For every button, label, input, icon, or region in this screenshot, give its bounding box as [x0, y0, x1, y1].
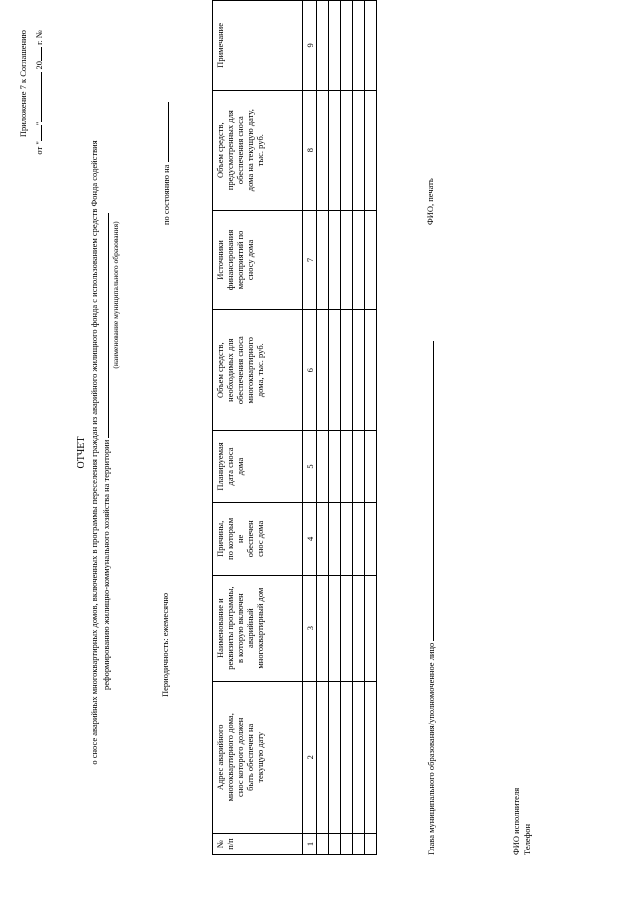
header-cell-reasons: Причины, по которым не обеспечен снос дома: [213, 502, 303, 575]
table-cell: [353, 834, 365, 855]
table-cell: [329, 502, 341, 575]
appendix-from-quote: ": [34, 121, 44, 126]
report-title: ОТЧЕТ: [76, 436, 87, 469]
head-signature-label: Глава муниципального образования/уполномоченное лицо: [426, 642, 436, 855]
signature-blank: [425, 341, 434, 641]
table-cell: [353, 210, 365, 310]
table-cell: [365, 502, 377, 575]
table-cell: [317, 90, 329, 210]
appendix-date-line: [33, 30, 44, 155]
periodicity-label: Периодичность: ежемесячно: [160, 592, 170, 697]
table-cell: [353, 575, 365, 681]
table-cell: [317, 1, 329, 91]
column-number-row: [303, 1, 317, 855]
table-cell: [329, 1, 341, 91]
column-number-cell: 9: [303, 1, 317, 91]
report-table-body: [213, 1, 377, 855]
table-cell: [341, 834, 353, 855]
table-row: [353, 1, 365, 855]
table-cell: [329, 310, 341, 431]
table-cell: [365, 681, 377, 834]
table-cell: [341, 575, 353, 681]
municipality-caption: (наименование муниципального образования): [111, 221, 120, 369]
executor-fio-label: ФИО исполнителя: [511, 787, 521, 855]
year-blank: [33, 47, 42, 61]
table-cell: [353, 431, 365, 503]
header-cell-required-funds: Объем средств, необходимых для обеспечения сноса многоквартирного дома, тыс. руб.: [213, 310, 303, 431]
executor-phone-label: Телефон: [522, 823, 532, 855]
table-cell: [329, 681, 341, 834]
column-number-cell: 4: [303, 502, 317, 575]
table-cell: [365, 834, 377, 855]
table-cell: [353, 1, 365, 91]
table-cell: [317, 431, 329, 503]
table-cell: [365, 90, 377, 210]
table-cell: [365, 310, 377, 431]
report-subject-line-2: [100, 213, 111, 690]
table-cell: [353, 681, 365, 834]
table-cell: [317, 310, 329, 431]
table-cell: [317, 575, 329, 681]
fio-seal-label: ФИО, печать: [425, 178, 435, 225]
header-cell-planned-date: Планируемая дата сноса дома: [213, 431, 303, 503]
table-cell: [353, 310, 365, 431]
table-cell: [341, 90, 353, 210]
header-cell-program: Наименование и реквизиты программы, в которую включен аварийный многоквартирный дом: [213, 575, 303, 681]
table-cell: [341, 431, 353, 503]
table-cell: [329, 431, 341, 503]
header-cell-funding-sources: Источники финансирования мероприятий по сносу дома: [213, 210, 303, 310]
table-cell: [365, 1, 377, 91]
appendix-line: Приложение 7 к Соглашению: [18, 30, 28, 138]
table-cell: [341, 1, 353, 91]
table-cell: [317, 834, 329, 855]
column-number-cell: 6: [303, 310, 317, 431]
table-cell: [353, 502, 365, 575]
table-cell: [317, 502, 329, 575]
appendix-from-prefix: от ": [34, 141, 44, 155]
column-number-cell: 8: [303, 90, 317, 210]
appendix-year-prefix: 20: [34, 61, 44, 70]
table-cell: [341, 681, 353, 834]
table-cell: [365, 575, 377, 681]
table-cell: [329, 834, 341, 855]
table-row: [341, 1, 353, 855]
municipality-blank: [100, 213, 109, 438]
column-number-cell: 2: [303, 681, 317, 834]
table-cell: [317, 681, 329, 834]
as-of-label: по состоянию на: [161, 164, 171, 225]
as-of-line: [160, 102, 171, 225]
table-cell: [329, 210, 341, 310]
table-row: [329, 1, 341, 855]
table-cell: [341, 210, 353, 310]
appendix-number-label: г. №: [34, 30, 44, 45]
table-cell: [365, 431, 377, 503]
column-number-cell: 1: [303, 834, 317, 855]
report-table: [212, 0, 377, 855]
header-cell-provided-funds: Объем средств, предусмотренных для обеспечения сноса дома на текущую дату, тыс. руб.: [213, 90, 303, 210]
table-cell: [341, 310, 353, 431]
column-number-cell: 5: [303, 431, 317, 503]
header-cell-number: № п/п: [213, 834, 303, 855]
table-cell: [329, 575, 341, 681]
table-cell: [353, 90, 365, 210]
table-row: [365, 1, 377, 855]
report-subject-line-1: о сносе аварийных многоквартирных домов, включенных в программы переселения граждан из аварийного жилищного фонда с использованием средств Фонда содействия: [89, 140, 99, 765]
signature-line: [425, 341, 436, 855]
as-of-blank: [160, 102, 169, 162]
report-subject-text: реформированию жилищно-коммунального хозяйства на территории: [101, 439, 111, 690]
table-cell: [341, 502, 353, 575]
header-cell-note: Примечание: [213, 1, 303, 91]
table-cell: [365, 210, 377, 310]
table-cell: [329, 90, 341, 210]
month-blank: [33, 72, 42, 122]
column-number-cell: 3: [303, 575, 317, 681]
header-row: [213, 1, 303, 855]
header-cell-address: Адрес аварийного многоквартирного дома, снос которого должен быть обеспечен на текущую дату: [213, 681, 303, 834]
column-number-cell: 7: [303, 210, 317, 310]
table-row: [317, 1, 329, 855]
table-cell: [317, 210, 329, 310]
day-blank: [33, 125, 42, 141]
